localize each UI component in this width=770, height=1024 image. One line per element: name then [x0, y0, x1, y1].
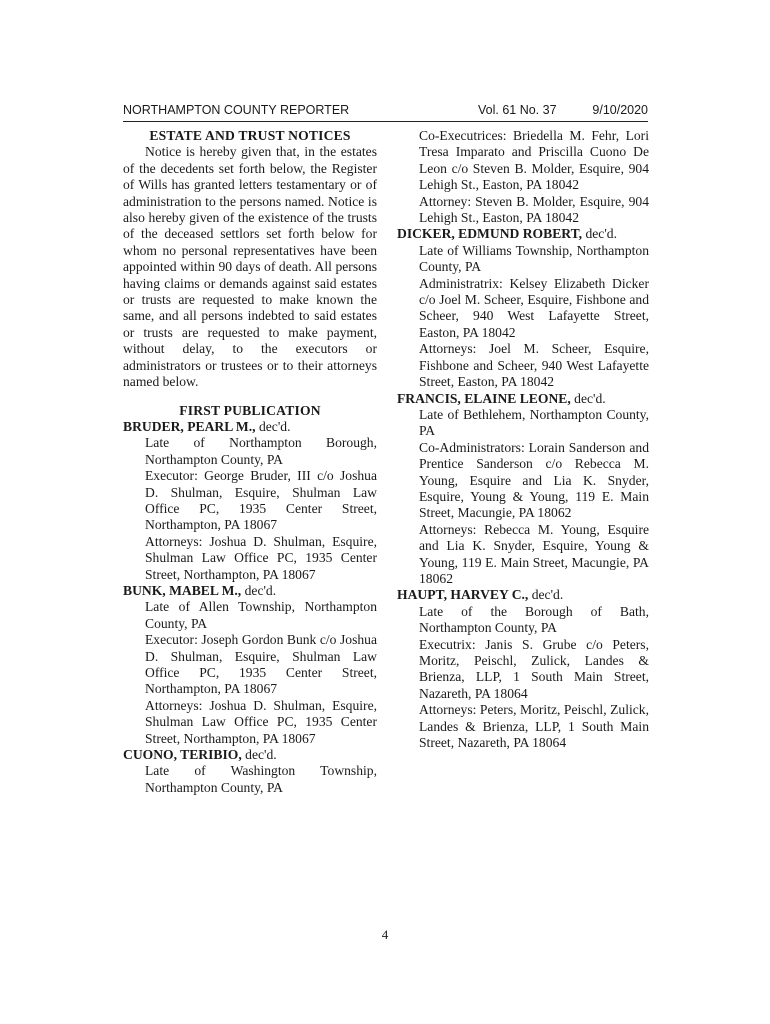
- decedent-residence: Late of Bethlehem, Northampton County, PA: [419, 406, 649, 439]
- estate-entry: [123, 583, 377, 747]
- estate-entry: [397, 587, 649, 751]
- attorney-info: Attorneys: Joshua D. Shulman, Esquire, Shulman Law Office PC, 1935 Center Street, Northampton, PA 18067: [145, 697, 377, 746]
- decedent-suffix: dec'd.: [245, 747, 277, 763]
- personal-representative: Executor: George Bruder, III c/o Joshua D. Shulman, Esquire, Shulman Law Office PC, 1935 Center Street, Northampton, PA 18067: [145, 468, 377, 533]
- decedent-name: DICKER, EDMUND ROBERT,: [397, 226, 583, 242]
- decedent-suffix: dec'd.: [244, 582, 277, 598]
- volume-number: Vol. 61 No. 37: [478, 103, 557, 117]
- section-title: ESTATE AND TRUST NOTICES: [149, 128, 351, 143]
- left-column: [123, 128, 377, 796]
- decedent-residence: Late of Washington Township, Northampton County, PA: [145, 763, 377, 795]
- notice-paragraph: Notice is hereby given that, in the estates of the decedents set forth below, the Register of Wills has granted letters testamentary or of administration to the persons named. Notice is also hereby given of the existence of the trusts of the deceased settlors set forth below for whom no personal representatives have been appointed within 90 days of death. All persons having claims or demands against said estates or trusts are requested to make known the same, and all persons indebted to said estates or trusts are requested to make payment, without delay, to the executors or administrators or trustees or to their attorneys named below.: [123, 144, 377, 390]
- estate-entry: [123, 419, 377, 583]
- decedent-suffix: dec'd.: [585, 226, 617, 242]
- decedent-residence: Late of Williams Township, Northampton County, PA: [419, 242, 649, 275]
- decedent-suffix: dec'd.: [258, 418, 291, 434]
- running-header: [123, 103, 648, 122]
- decedent-name: HAUPT, HARVEY C.,: [397, 587, 529, 603]
- decedent-residence: Late of Northampton Borough, Northampton County, PA: [145, 435, 377, 467]
- attorney-info: Attorneys: Rebecca M. Young, Esquire and Lia K. Snyder, Esquire, Young & Young, 119 E. Main Street, Macungie, PA 18062: [419, 521, 649, 586]
- personal-representative: Administratrix: Kelsey Elizabeth Dicker c/o Joel M. Scheer, Esquire, Fishbone and Scheer, 940 West Lafayette Street, Easton, PA 18042: [419, 275, 649, 340]
- issue-date: 9/10/2020: [592, 103, 648, 117]
- decedent-suffix: dec'd.: [574, 390, 606, 406]
- personal-representative: Co-Administrators: Lorain Sanderson and Prentice Sanderson c/o Rebecca M. Young, Esquire and Lia K. Snyder, Esquire, Young & Young, 119 E. Main Street, Macungie, PA 18062: [419, 439, 649, 521]
- publication-name: NORTHAMPTON COUNTY REPORTER: [123, 103, 350, 117]
- decedent-name: CUONO, TERIBIO,: [123, 747, 242, 763]
- attorney-info: Attorneys: Peters, Moritz, Peischl, Zulick, Landes & Brienza, LLP, 1 South Main Street, Nazareth, PA 18064: [419, 702, 649, 751]
- decedent-name: BUNK, MABEL M.,: [123, 582, 242, 598]
- decedent-residence: Late of Allen Township, Northampton County, PA: [145, 599, 377, 631]
- decedent-name: BRUDER, PEARL M.,: [123, 418, 256, 434]
- estate-entry: [123, 747, 377, 796]
- personal-representative: Executor: Joseph Gordon Bunk c/o Joshua D. Shulman, Esquire, Shulman Law Office PC, 1935 Center Street, Northampton, PA 18067: [145, 632, 377, 697]
- attorney-info: Attorneys: Joshua D. Shulman, Esquire, Shulman Law Office PC, 1935 Center Street, Northampton, PA 18067: [145, 533, 377, 582]
- publication-heading: FIRST PUBLICATION: [179, 402, 321, 418]
- decedent-residence: Late of the Borough of Bath, Northampton County, PA: [419, 603, 649, 636]
- estate-entry: [397, 391, 649, 588]
- attorney-info: Attorneys: Joel M. Scheer, Esquire, Fishbone and Scheer, 940 West Lafayette Street, Easton, PA 18042: [419, 341, 649, 390]
- personal-representative: Co-Executrices: Briedella M. Fehr, Lori Tresa Imparato and Priscilla Cuono De Leon c/o Steven B. Molder, Esquire, 904 Lehigh St., Easton, PA 18042: [419, 128, 649, 193]
- estate-entry: [397, 226, 649, 390]
- right-column: [397, 128, 649, 751]
- personal-representative: Executrix: Janis S. Grube c/o Peters, Moritz, Peischl, Zulick, Landes & Brienza, LLP, 1 South Main Street, Nazareth, PA 18064: [419, 636, 649, 701]
- page-number: 4: [381, 927, 389, 942]
- decedent-suffix: dec'd.: [531, 587, 564, 603]
- decedent-name: FRANCIS, ELAINE LEONE,: [397, 390, 571, 406]
- attorney-info: Attorney: Steven B. Molder, Esquire, 904 Lehigh St., Easton, PA 18042: [419, 193, 649, 226]
